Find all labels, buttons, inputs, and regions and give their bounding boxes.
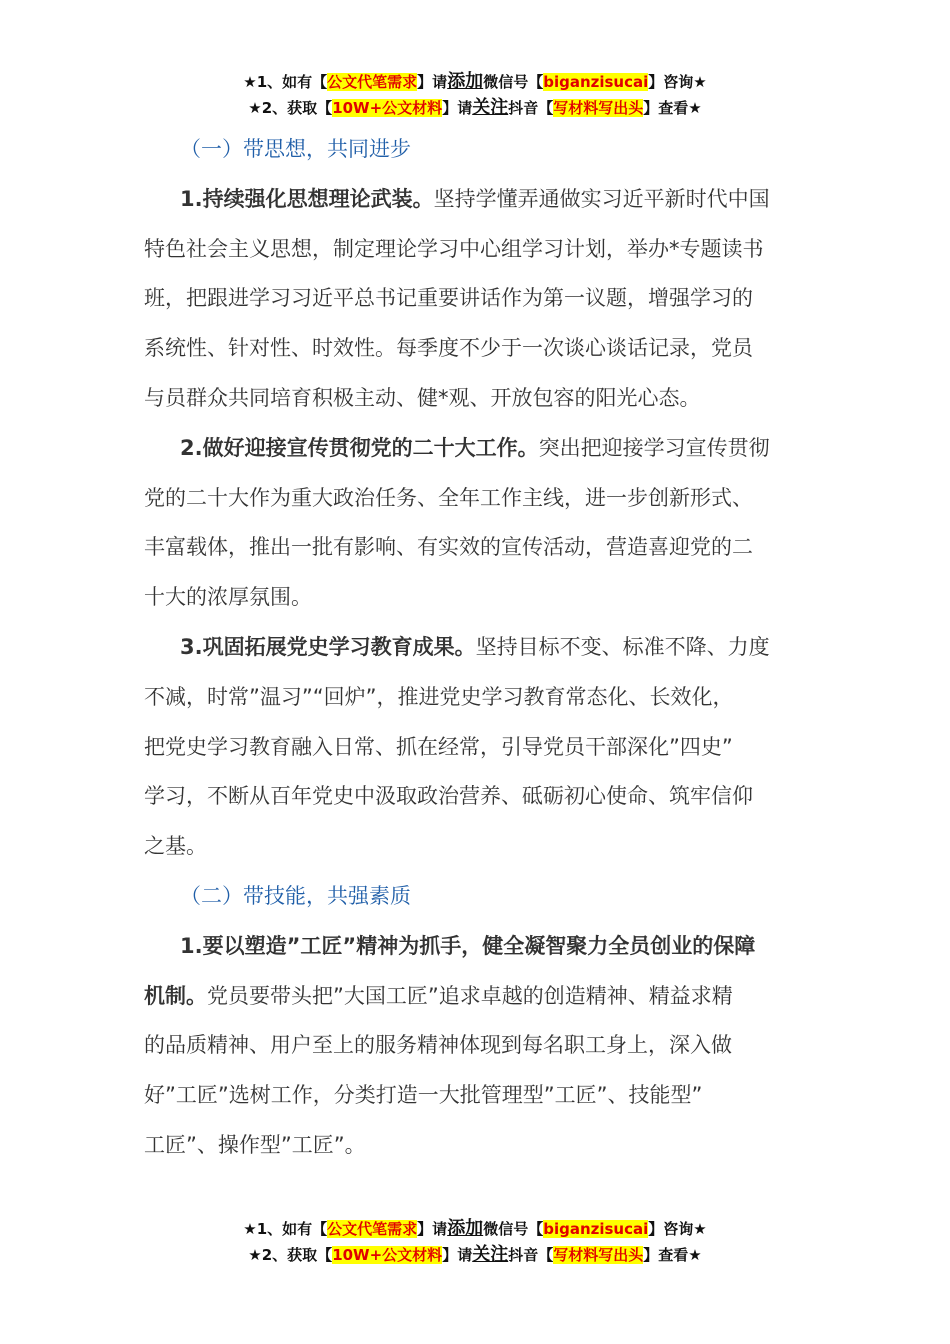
promo-banner-top: [0, 69, 950, 121]
banner-emphasis: 添加: [447, 1218, 484, 1239]
banner-text: ★1、如有【: [243, 1220, 328, 1238]
banner-text: 微信号【: [483, 1220, 544, 1238]
promo-banner-bottom: [0, 1216, 950, 1268]
paragraph-text: 的品质精神、用户至上的服务精神体现到每名职工身上，深入做: [144, 1033, 732, 1058]
banner-text: 】咨询★: [648, 73, 707, 91]
paragraph-1-1: [144, 175, 829, 424]
paragraph-text: 党的二十大作为重大政治任务、全年工作主线，进一步创新形式、: [144, 485, 753, 510]
paragraph-1-3: [144, 623, 829, 872]
paragraph-title: 1.持续强化思想理论武装。: [180, 186, 434, 211]
banner-line-1: [0, 1216, 950, 1242]
banner-text: 】请: [442, 99, 473, 117]
banner-text: 】查看★: [643, 1246, 702, 1264]
paragraph-text: 坚持学懂弄通做实习近平新时代中国: [433, 186, 770, 211]
banner-highlight: 10W+公文材料: [332, 99, 443, 117]
banner-douyin-account: 写材料写出头: [553, 1246, 644, 1264]
paragraph-1-2: [144, 424, 829, 623]
banner-line-2: [0, 1242, 950, 1268]
paragraph-text: 突出把迎接学习宣传贯彻: [538, 435, 770, 460]
document-body: [144, 125, 829, 1171]
banner-text: 】请: [417, 73, 448, 91]
banner-text: 】查看★: [643, 99, 702, 117]
banner-emphasis: 关注: [472, 1244, 509, 1265]
banner-highlight: 公文代笔需求: [327, 73, 418, 91]
paragraph-text: 十大的浓厚氛围。: [144, 585, 312, 610]
banner-wechat-id: biganzisucai: [543, 1220, 649, 1238]
paragraph-text: 坚持目标不变、标准不降、力度: [475, 634, 770, 659]
banner-line-1: [0, 69, 950, 95]
banner-highlight: 公文代笔需求: [327, 1220, 418, 1238]
banner-douyin-account: 写材料写出头: [553, 99, 644, 117]
paragraph-title: 3.巩固拓展党史学习教育成果。: [180, 634, 476, 659]
paragraph-text: 工匠”、操作型”工匠”。: [144, 1132, 366, 1157]
banner-highlight: 10W+公文材料: [332, 1246, 443, 1264]
paragraph-text: 把党史学习教育融入日常、抓在经常，引导党员干部深化”四史”: [144, 734, 733, 759]
banner-emphasis: 添加: [447, 71, 484, 92]
paragraph-text: 与员群众共同培育积极主动、健*观、开放包容的阳光心态。: [144, 385, 701, 410]
banner-wechat-id: biganzisucai: [543, 73, 649, 91]
banner-text: 抖音【: [508, 1246, 554, 1264]
paragraph-title: 机制。: [144, 983, 207, 1008]
paragraph-text: 之基。: [144, 834, 207, 859]
paragraph-text: 系统性、针对性、时效性。每季度不少于一次谈心谈话记录，党员: [144, 336, 753, 361]
banner-text: ★1、如有【: [243, 73, 328, 91]
paragraph-text: 党员要带头把”大国工匠”追求卓越的创造精神、精益求精: [207, 983, 733, 1008]
banner-text: 】请: [417, 1220, 448, 1238]
section-heading-2: （二）带技能，共强素质: [180, 883, 411, 908]
banner-text: 微信号【: [483, 73, 544, 91]
paragraph-text: 班，把跟进学习习近平总书记重要讲话作为第一议题，增强学习的: [144, 286, 753, 311]
paragraph-text: 特色社会主义思想，制定理论学习中心组学习计划，举办*专题读书: [144, 236, 764, 261]
banner-emphasis: 关注: [472, 97, 509, 118]
paragraph-text: 学习，不断从百年党史中汲取政治营养、砥砺初心使命、筑牢信仰: [144, 784, 753, 809]
paragraph-2-1: [144, 922, 829, 1171]
paragraph-title: 1.要以塑造”工匠”精神为抓手，健全凝智聚力全员创业的保障: [180, 933, 756, 958]
banner-text: 】咨询★: [648, 1220, 707, 1238]
banner-text: ★2、获取【: [248, 99, 333, 117]
section-heading-1: （一）带思想，共同进步: [180, 137, 411, 161]
paragraph-text: 好”工匠”选树工作，分类打造一大批管理型”工匠”、技能型”: [144, 1083, 703, 1108]
banner-text: ★2、获取【: [248, 1246, 333, 1264]
banner-text: 抖音【: [508, 99, 554, 117]
banner-line-2: [0, 95, 950, 121]
paragraph-title: 2.做好迎接宣传贯彻党的二十大工作。: [180, 435, 539, 460]
paragraph-text: 丰富载体，推出一批有影响、有实效的宣传活动，营造喜迎党的二: [144, 535, 753, 560]
paragraph-text: 不减，时常”温习”“回炉”，推进党史学习教育常态化、长效化，: [144, 684, 734, 709]
banner-text: 】请: [442, 1246, 473, 1264]
